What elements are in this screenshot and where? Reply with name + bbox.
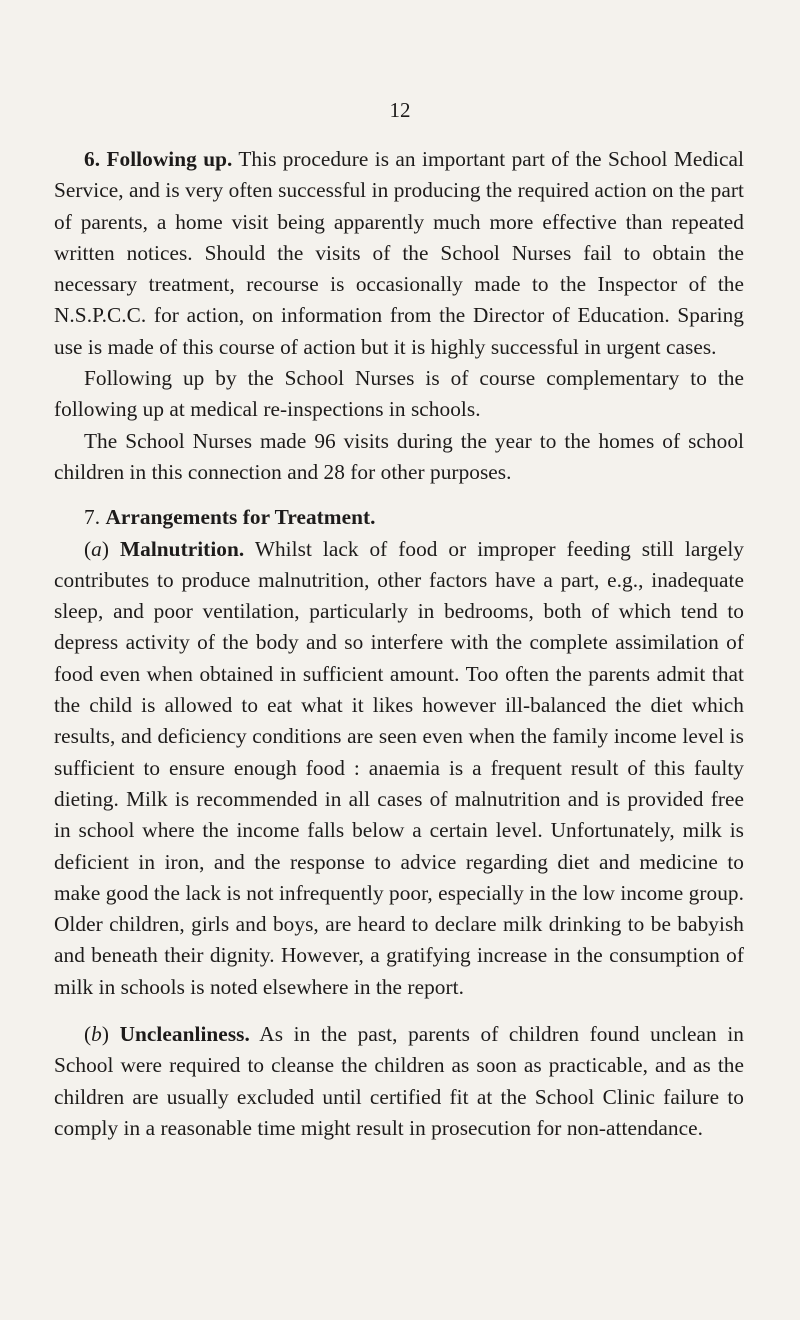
section-7a-paren-open: ( [84,536,92,561]
section-7a-heading: Malnutrition. [119,536,245,561]
section-7a-text: Whilst lack of food or improper feeding still largely contributes to produce malnutrition, other factors have a part, e.g., inadequate sleep, and poor ventilation, particularly in bedrooms, both of which tend to depress activity of the body and so interfere with the complete assimilation of food even when obtained in sufficient amount. Too often the parents admit that the child is allowed to eat what it likes however ill-balanced the diet which results, and deficiency conditions are seen even when the family income level is sufficient to ensure enough food : anaemia is a frequent result of this faulty dieting. Milk is recommended in all cases of malnutrition and is provided free in school where the income falls below a certain level. Unfortunately, milk is deficient in iron, and the response to advice regarding diet and medicine to make good the lack is not infrequently poor, especially in the low income group. Older children, girls and boys, are heard to declare milk drinking to be babyish and beneath their dignity. However, a gratifying increase in the consumption of milk in schools is noted elsewhere in the report. [54,536,744,999]
section-7-heading-line [54,502,744,533]
section-7a-paragraph [54,534,744,1003]
section-6-paragraph [54,144,744,363]
section-7b-paren-open: ( [84,1022,92,1047]
page-number: 12 [389,98,411,122]
section-6-number: 6. [84,147,101,171]
section-6-heading: Following up. [106,147,233,171]
section-7b-heading: Uncleanliness. [119,1022,250,1047]
section-7b-letter: b [91,1022,102,1047]
section-7b-paragraph [54,1019,744,1144]
section-6-paragraph-2: Following up by the School Nurses is of course complementary to the following up at medical re-inspections in schools. [54,366,744,422]
page-body [54,144,744,1144]
section-6-text: This procedure is an important part of the School Medical Service, and is very often successful in producing the required action on the part of parents, a home visit being apparently much more effective than repeated written notices. Should the visits of the School Nurses fail to obtain the necessary treatment, recourse is occasionally made to the Inspector of the N.S.P.C.C. for action, on information from the Director of Education. Sparing use is made of this course of action but it is highly successful in urgent cases. [54,147,744,359]
section-7a-letter: a [91,536,102,561]
section-6-paragraph-3: The School Nurses made 96 visits during the year to the homes of school children in this connection and 28 for other purposes. [54,428,744,484]
section-7a-paren-close: ) [101,536,110,561]
section-7-number: 7. [84,505,101,530]
section-7b-paren-close: ) [101,1022,110,1047]
section-7-heading: Arrangements for Treatment. [105,505,376,530]
section-7b-text: As in the past, parents of children found unclean in School were required to cleanse the children as soon as practicable, and as the children are usually excluded until certified fit at the School Clinic failure to comply in a reasonable time might result in prosecution for non-attendance. [54,1022,744,1140]
